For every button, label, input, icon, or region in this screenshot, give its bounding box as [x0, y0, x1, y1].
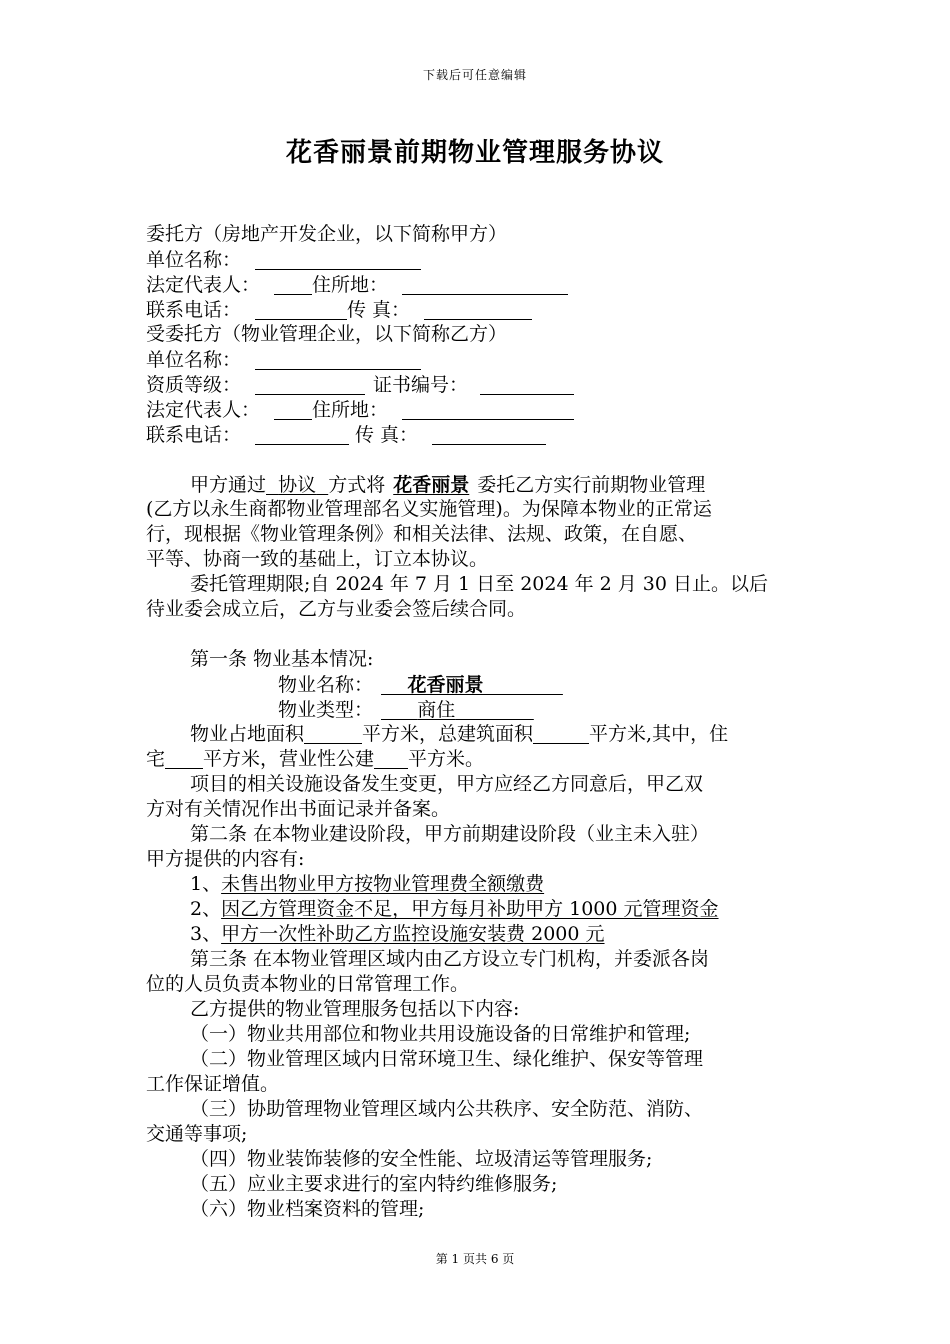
article-3-line-2: 位的人员负责本物业的日常管理工作。 [146, 973, 470, 995]
intro-line-3: 行，现根据《物业管理条例》和相关法律、法规、政策，在自愿、 [146, 523, 698, 545]
service-item-5: （五）应业主要求进行的室内特约维修服务; [190, 1173, 558, 1195]
party-a-rep-label: 法定代表人： [146, 274, 261, 296]
intro-line-2: (乙方以永生商都物业管理部名义实施管理)。为保障本物业的正常运 [146, 498, 712, 520]
property-type-value: 商住 [417, 699, 456, 721]
party-b-rep-label: 法定代表人： [146, 399, 261, 421]
party-b-unit-line [146, 347, 806, 372]
commercial-area-blank [374, 748, 408, 769]
area-text-b: 平方米，总建筑面积 [362, 723, 534, 745]
area-text-c: 平方米,其中，住 [589, 723, 729, 745]
party-b-fax-label: 传 真： [355, 424, 419, 446]
land-area-blank [304, 723, 362, 744]
intro-line-4: 平等、协商一致的基础上，订立本协议。 [146, 548, 489, 570]
party-a-address-label: 住所地： [312, 274, 389, 296]
intro-text-c: 委托乙方实行前期物业管理 [477, 474, 706, 496]
party-a-unit-line [146, 247, 806, 272]
area-line-2 [146, 747, 806, 772]
party-b-qual-blank [255, 374, 365, 395]
party-a-address-blank [402, 274, 568, 295]
party-b-rep-line [146, 397, 806, 422]
party-b-phone-line [146, 422, 806, 447]
intro-text-a: 甲方通过 [190, 474, 267, 496]
page-number: 第 1 页共 6 页 [435, 1252, 515, 1266]
building-area-blank [533, 723, 589, 744]
document-body [146, 222, 806, 1222]
area-text-e: 平方米，营业性公建 [203, 748, 375, 770]
intro-line-1 [146, 472, 806, 497]
article-3-line-1: 第三条 在本物业管理区域内由乙方设立专门机构，并委派各岗 [190, 948, 710, 970]
article-3-line-3: 乙方提供的物业管理服务包括以下内容: [190, 998, 520, 1020]
area-text-a: 物业占地面积 [190, 723, 305, 745]
item-number: 2、 [190, 898, 222, 920]
service-item-6: （六）物业档案资料的管理; [190, 1198, 425, 1220]
party-b-rep-blank [274, 399, 312, 420]
page-header-note: 下载后可任意编辑 [422, 68, 527, 82]
service-item-3-line-2: 交通等事项; [146, 1123, 248, 1145]
property-type-label: 物业类型： [278, 699, 374, 721]
article-2-line-1: 第二条 在本物业建设阶段，甲方前期建设阶段（业主未入驻） [190, 823, 710, 845]
party-b-address-blank [402, 399, 574, 420]
party-b-qual-label: 资质等级： [146, 374, 242, 396]
party-b-fax-blank [432, 424, 546, 445]
property-name-line [146, 672, 806, 697]
property-type-line [146, 697, 806, 722]
party-b-qual-line [146, 372, 806, 397]
item-text: 甲方一次性补助乙方监控设施安装费 2000 元 [221, 923, 605, 945]
service-item-1: （一）物业共用部位和物业共用设施设备的日常维护和管理; [190, 1023, 691, 1045]
item-text: 未售出物业甲方按物业管理费全额缴费 [221, 873, 545, 895]
party-b-unit-label: 单位名称： [146, 349, 242, 371]
item-number: 3、 [190, 923, 222, 945]
area-text-d: 宅 [146, 748, 166, 770]
party-b-cert-label: 证书编号： [373, 374, 469, 396]
article-1-heading: 第一条 物业基本情况: [190, 648, 374, 670]
article-2-line-2: 甲方提供的内容有: [146, 848, 305, 870]
term-line-1: 委托管理期限;自 2024 年 7 月 1 日至 2024 年 2 月 30 日止。以后 [190, 573, 769, 595]
article-2-item [146, 872, 806, 897]
party-a-fax-label: 传 真： [347, 299, 411, 321]
item-text: 因乙方管理资金不足，甲方每月补助甲方 1000 元管理资金 [221, 898, 719, 920]
party-b-phone-blank [255, 424, 349, 445]
property-name-value: 花香丽景 [407, 674, 484, 696]
area-line-1 [146, 722, 806, 747]
party-b-cert-blank [480, 374, 574, 395]
party-a-unit-label: 单位名称： [146, 249, 242, 271]
article-2-item [146, 922, 806, 947]
intro-property: 花香丽景 [393, 474, 470, 496]
property-name-label: 物业名称： [278, 674, 374, 696]
party-b-address-label: 住所地： [312, 399, 389, 421]
term-line-2: 待业委会成立后，乙方与业委会签后续合同。 [146, 598, 527, 620]
party-a-phone-blank [255, 299, 347, 320]
intro-method-value: 协议 [278, 474, 317, 496]
party-a-phone-label: 联系电话： [146, 299, 242, 321]
article-2-item [146, 897, 806, 922]
service-item-4: （四）物业装饰装修的安全性能、垃圾清运等管理服务; [190, 1148, 653, 1170]
party-b-unit-blank [255, 349, 421, 370]
party-a-rep-blank [274, 274, 312, 295]
property-type-field [381, 699, 534, 721]
area-text-f: 平方米。 [408, 748, 485, 770]
service-item-3-line-1: （三）协助管理物业管理区域内公共秩序、安全防范、消防、 [190, 1098, 704, 1120]
residential-area-blank [165, 748, 203, 769]
party-a-phone-line [146, 297, 806, 322]
party-a-rep-line [146, 272, 806, 297]
document-title: 花香丽景前期物业管理服务协议 [285, 138, 664, 168]
change-line-2: 方对有关情况作出书面记录并备案。 [146, 798, 451, 820]
intro-method [266, 474, 328, 496]
party-b-heading: 受委托方（物业管理企业，以下简称乙方） [146, 323, 508, 345]
item-number: 1、 [190, 873, 222, 895]
party-a-unit-blank [255, 249, 421, 270]
service-item-2-line-1: （二）物业管理区域内日常环境卫生、绿化维护、保安等管理 [190, 1048, 704, 1070]
party-b-phone-label: 联系电话： [146, 424, 242, 446]
property-name-field [381, 674, 563, 696]
party-a-fax-blank [424, 299, 532, 320]
party-a-heading: 委托方（房地产开发企业，以下简称甲方） [146, 223, 508, 245]
intro-text-b: 方式将 [328, 474, 386, 496]
change-line-1: 项目的相关设施设备发生变更，甲方应经乙方同意后，甲乙双 [190, 773, 704, 795]
service-item-2-line-2: 工作保证增值。 [146, 1073, 280, 1095]
